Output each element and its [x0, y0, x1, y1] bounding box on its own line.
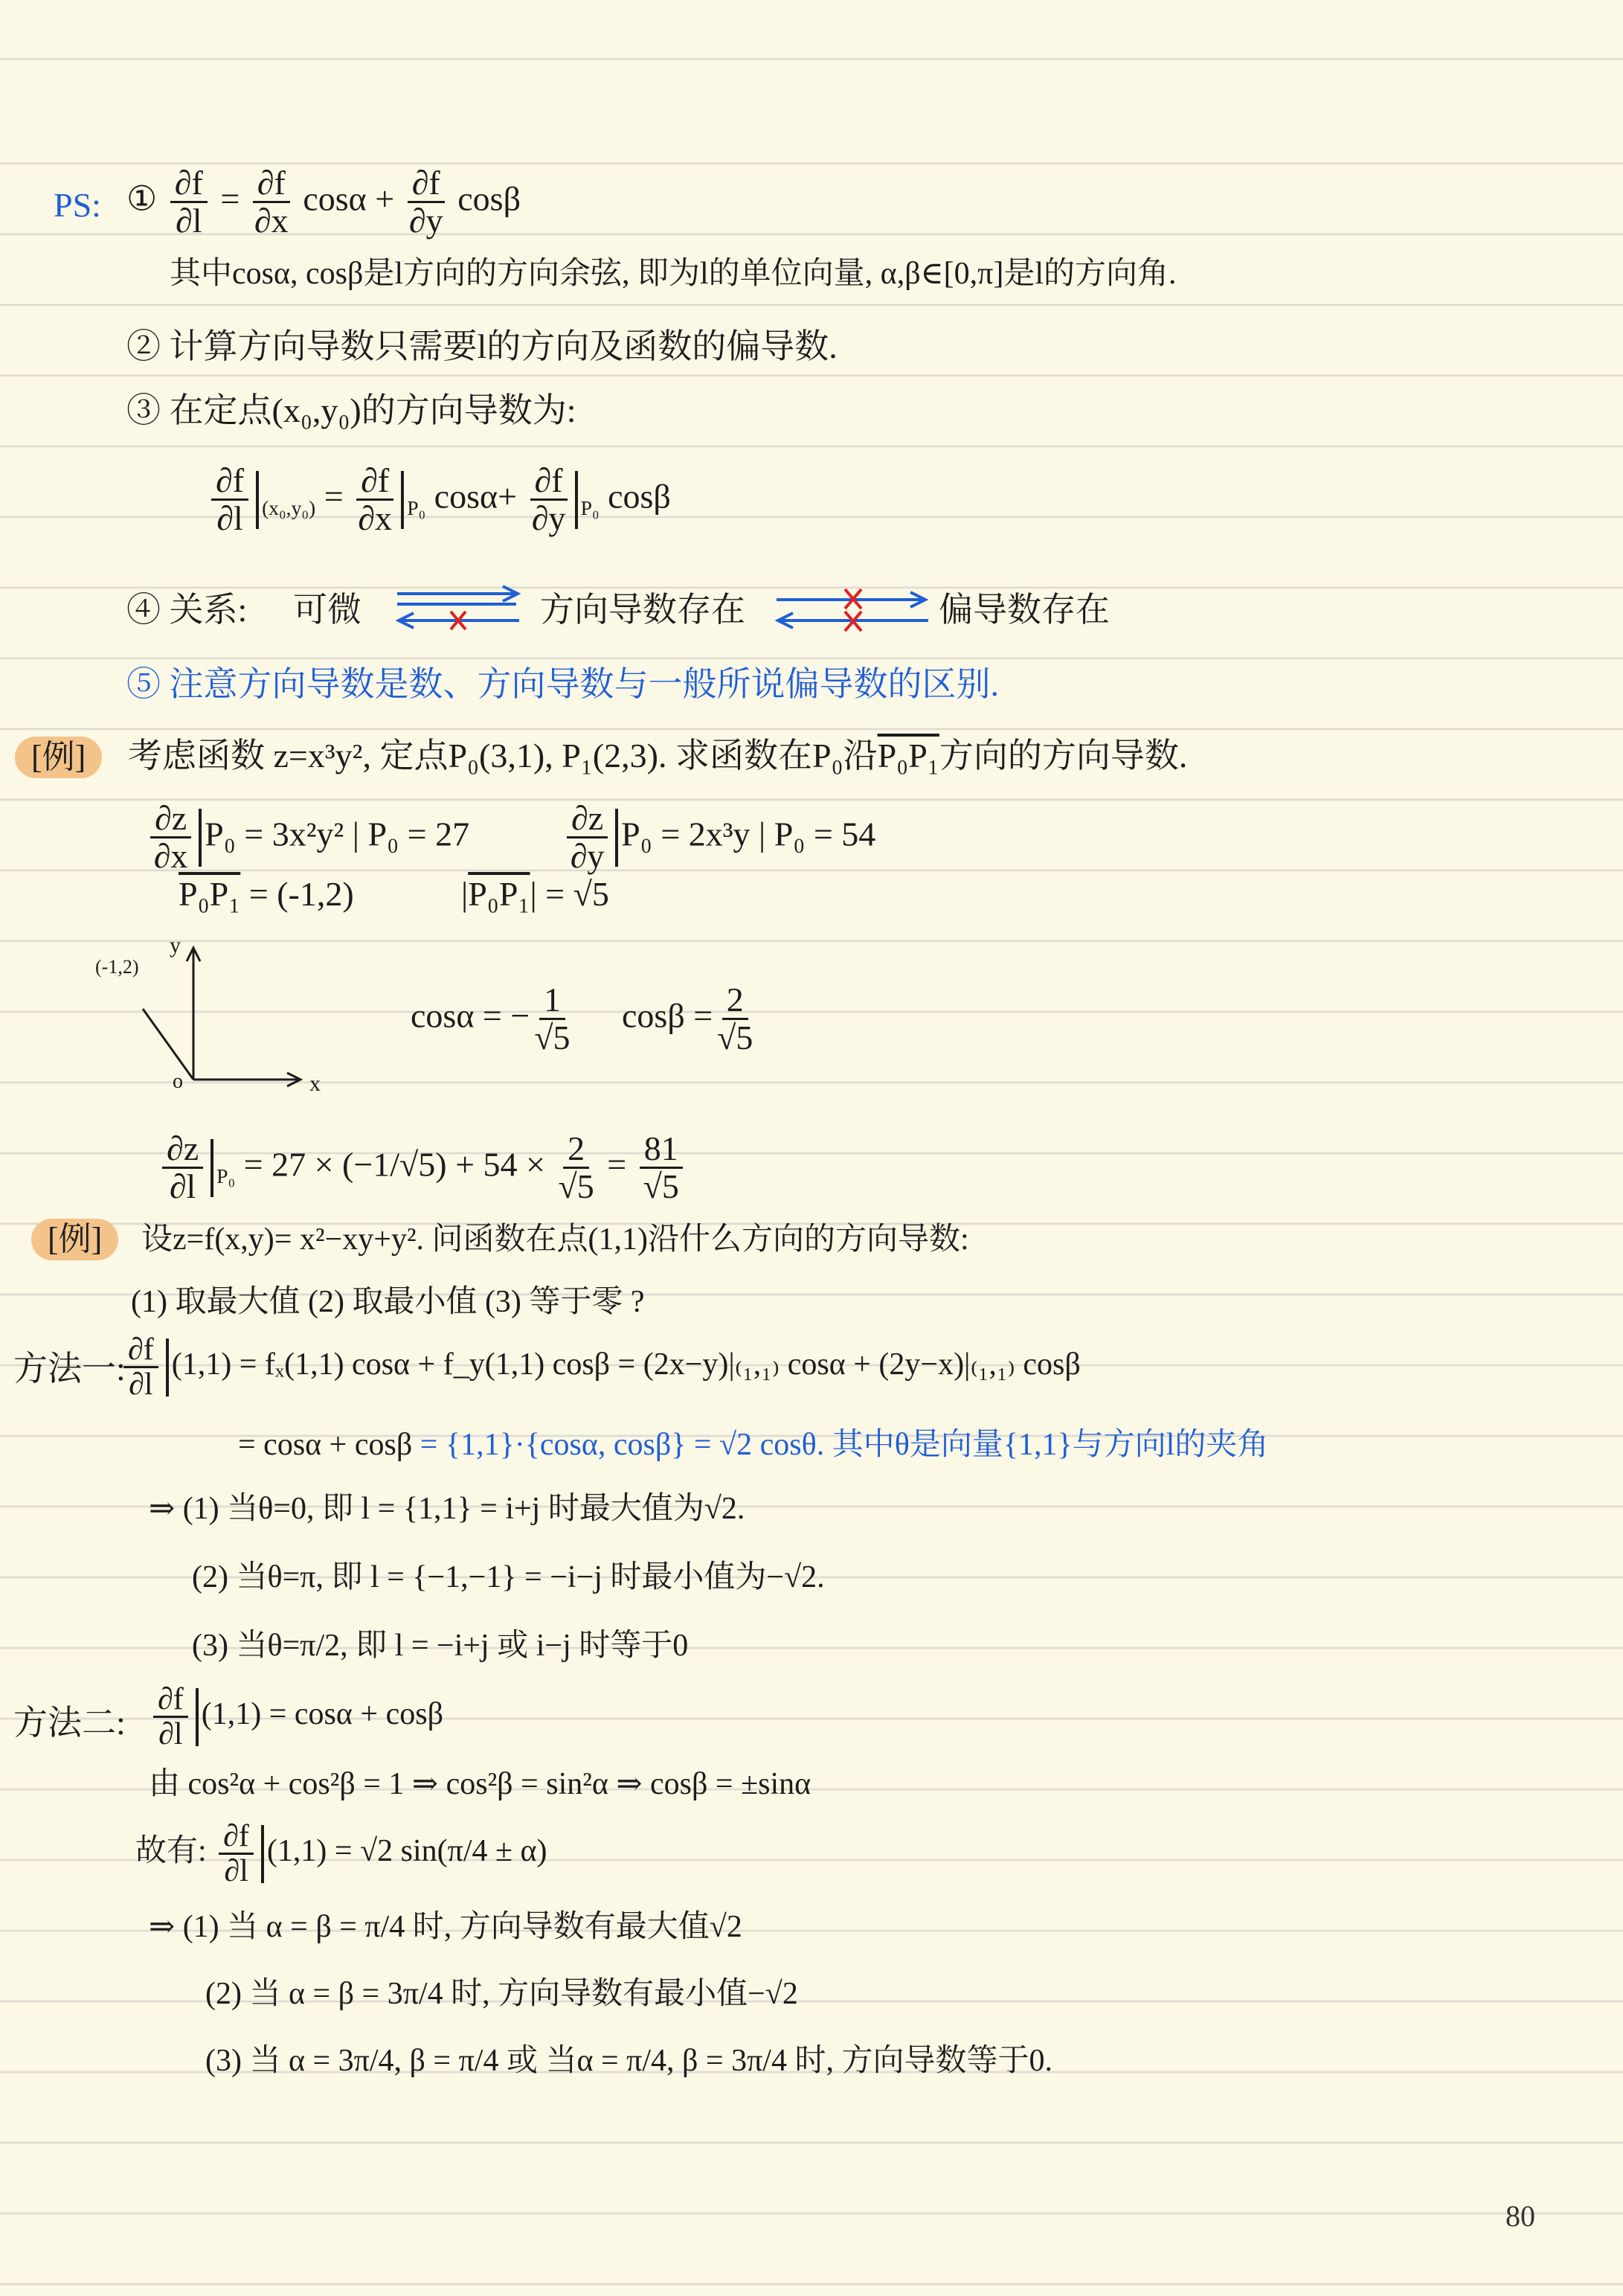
- equals: =: [220, 179, 240, 218]
- eval-bar: [256, 471, 259, 529]
- formula-term: cosβ: [457, 179, 521, 218]
- relation-arrows-2: [771, 580, 934, 640]
- ex1-dzdy: [562, 801, 875, 875]
- ps-item1-formula: [126, 165, 521, 240]
- ex1-dzdx: [146, 801, 469, 875]
- ps-item2: ② 计算方向导数只需要l的方向及函数的偏导数.: [126, 327, 838, 365]
- method1-expression: (1,1) = fₓ(1,1) cosα + f_y(1,1) cosβ = (2x−y)|₍₁,₁₎ cosα + (2y−x)|₍₁,₁₎ cosβ: [171, 1347, 1081, 1382]
- method2-line1: [149, 1683, 443, 1751]
- eval-bar: [199, 809, 202, 867]
- vector-p0p1: P₀P₁: [468, 875, 530, 913]
- method1-case3: (3) 当θ=π/2, 即 l = −i+j 或 i−j 时等于0: [192, 1629, 689, 1663]
- ex1-vector-line: [179, 872, 354, 917]
- frac-num: ∂f: [211, 463, 248, 501]
- example1-statement: [128, 734, 1187, 778]
- frac-den: ∂x: [358, 499, 393, 538]
- frac-den: ∂l: [176, 202, 202, 240]
- partial-value: P₀ = 3x²y² | P₀ = 27: [205, 815, 470, 853]
- method2-line2: 由 cos²α + cos²β = 1 ⇒ cos²β = sin²α ⇒ cosβ = ±sinα: [149, 1767, 812, 1801]
- vector-value: = (-1,2): [248, 875, 354, 913]
- relation-differentiable: 可微: [293, 591, 361, 629]
- cos-label: cosβ =: [622, 996, 713, 1035]
- method1-line2: [238, 1423, 1268, 1467]
- method1-dot-product: = {1,1}·{cosα, cosβ} = √2 cosθ. 其中θ是向量{1,1}与方向l的夹角: [420, 1428, 1269, 1462]
- equals: =: [607, 1145, 627, 1184]
- eval-bar: [401, 471, 404, 529]
- equals: =: [324, 477, 344, 516]
- method2-prefix: 故有:: [135, 1834, 207, 1869]
- axis-x-label: x: [309, 1071, 321, 1096]
- frac-den: ∂l: [158, 1717, 183, 1752]
- frac-num: 1: [539, 982, 565, 1020]
- frac-den: ∂x: [254, 202, 289, 240]
- vector-p0p1: P₀P₁: [877, 737, 939, 775]
- frac-num: ∂f: [356, 463, 393, 501]
- frac-num: ∂f: [170, 165, 208, 203]
- ps-item4-prefix: ④ 关系:: [126, 591, 248, 629]
- method1-case1: ⇒ (1) 当θ=0, 即 l = {1,1} = i+j 时最大值为√2.: [149, 1492, 745, 1526]
- ps-item1-note: 其中cosα, cosβ是l方向的方向余弦, 即为l的单位向量, α,β∈[0,π]是l的方向角.: [170, 257, 1177, 291]
- ps-item3: ③ 在定点(x₀,y₀)的方向导数为:: [126, 391, 576, 429]
- axis-y-label: y: [170, 933, 181, 958]
- ex1-cos-beta: [622, 982, 757, 1056]
- relation-arrows-1: [391, 580, 525, 640]
- method1-sum: = cosα + cosβ: [238, 1428, 413, 1462]
- frac-num: ∂z: [162, 1131, 203, 1169]
- formula-term: cosα +: [303, 179, 395, 218]
- frac-den: ∂y: [531, 499, 566, 538]
- point-label: (-1,2): [95, 956, 139, 978]
- frac-num: ∂z: [567, 801, 608, 838]
- method1-case2: (2) 当θ=π, 即 l = {−1,−1} = −i−j 时最小值为−√2.: [192, 1560, 825, 1594]
- frac-den: √5: [643, 1167, 679, 1206]
- direction-sketch: [82, 927, 342, 1106]
- result-expression: = 27 × (−1/√5) + 54 ×: [243, 1145, 545, 1184]
- method2-expression: (1,1) = cosα + cosβ: [201, 1697, 443, 1732]
- frac-num: 81: [640, 1131, 683, 1169]
- eval-point: (x₀,y₀): [262, 496, 316, 520]
- eval-point: P₀: [407, 496, 426, 520]
- frac-den: ∂l: [224, 1854, 248, 1889]
- frac-den: ∂l: [169, 1167, 196, 1206]
- frac-den: √5: [534, 1019, 571, 1057]
- frac-den: ∂y: [570, 837, 605, 876]
- page-number: 80: [1505, 2199, 1535, 2233]
- frac-den: √5: [717, 1019, 753, 1057]
- frac-den: ∂l: [129, 1367, 153, 1402]
- vector-p0p1: P₀P₁: [179, 875, 241, 913]
- example-tag: [例]: [15, 737, 102, 778]
- norm-value: | = √5: [530, 875, 609, 913]
- formula-term: cosβ: [608, 477, 671, 516]
- frac-den: ∂y: [408, 202, 443, 240]
- frac-num: ∂f: [253, 165, 290, 203]
- item1-number: ①: [126, 179, 158, 218]
- ps-label: PS:: [54, 186, 101, 224]
- frac-den: ∂x: [153, 837, 188, 876]
- eval-bar: [615, 809, 618, 867]
- ps-item5: ⑤ 注意方向导数是数、方向导数与一般所说偏导数的区别.: [126, 665, 999, 703]
- ex1-norm-line: |P₀P₁| = √5: [461, 875, 609, 913]
- statement-tail: 方向的方向导数.: [939, 737, 1188, 775]
- frac-num: ∂f: [530, 463, 568, 501]
- relation-partial-exists: 偏导数存在: [939, 591, 1110, 629]
- frac-num: 2: [563, 1131, 589, 1169]
- eval-bar: [166, 1338, 169, 1396]
- eval-point: P₀: [216, 1164, 236, 1188]
- method1-label: 方法一:: [13, 1350, 126, 1388]
- eval-bar: [196, 1688, 199, 1746]
- example-tag: [例]: [31, 1219, 118, 1260]
- method2-case2: (2) 当 α = β = 3π/4 时, 方向导数有最小值−√2: [205, 1977, 798, 2011]
- eval-point: P₀: [580, 496, 600, 520]
- example2-cases: (1) 取最大值 (2) 取最小值 (3) 等于零 ?: [131, 1285, 645, 1319]
- formula-term: cosα+: [434, 477, 518, 516]
- frac-den: ∂l: [216, 499, 243, 538]
- method2-sine-form: (1,1) = √2 sin(π/4 ± α): [266, 1834, 547, 1869]
- frac-num: ∂f: [408, 165, 445, 203]
- frac-num: ∂f: [219, 1820, 254, 1855]
- origin-label: o: [173, 1070, 183, 1093]
- example2-statement: 设z=f(x,y)= x²−xy+y². 问函数在点(1,1)沿什么方向的方向导数:: [141, 1222, 969, 1257]
- frac-num: ∂f: [153, 1683, 188, 1718]
- method2-case3: (3) 当 α = 3π/4, β = π/4 或 当α = π/4, β = 3π/4 时, 方向导数等于0.: [205, 2044, 1052, 2078]
- eval-bar: [210, 1139, 213, 1197]
- frac-num: ∂f: [123, 1333, 158, 1368]
- method2-line3: [135, 1820, 547, 1888]
- relation-directional-exists: 方向导数存在: [540, 591, 745, 629]
- cos-label: cosα = −: [411, 996, 530, 1035]
- frac-num: ∂z: [150, 801, 191, 838]
- ps-item3-formula: [207, 463, 671, 537]
- eval-bar: [575, 471, 578, 529]
- ex1-cos-alpha: [411, 982, 575, 1056]
- frac-den: √5: [558, 1167, 594, 1206]
- method2-case1: ⇒ (1) 当 α = β = π/4 时, 方向导数有最大值√2: [149, 1910, 742, 1944]
- frac-num: 2: [722, 982, 748, 1020]
- partial-value: P₀ = 2x³y | P₀ = 54: [621, 815, 876, 853]
- method1-formula: [119, 1333, 1081, 1401]
- eval-bar: [261, 1825, 264, 1883]
- method2-label: 方法二:: [13, 1704, 126, 1742]
- ex1-result: [158, 1131, 687, 1205]
- statement-text: 考虑函数 z=x³y², 定点P₀(3,1), P₁(2,3). 求函数在P₀沿: [128, 737, 878, 775]
